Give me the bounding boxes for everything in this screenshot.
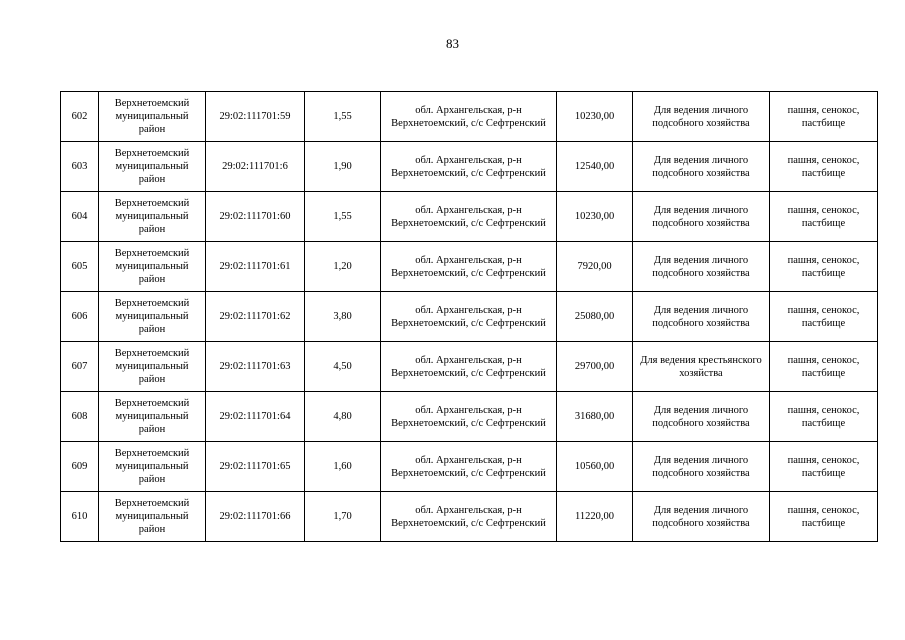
cadastral-number-cell [206,142,305,192]
cadastral-number-cell [206,392,305,442]
land-type-cell [770,442,878,492]
cadastral-number: 29:02:111701:66 [219,511,291,522]
district-name: Верхнетоемский муниципальный район [114,348,190,385]
address-cell [381,92,557,142]
address-text: обл. Архангельская, р-н Верхнетоемский, с/с Сефтренский [391,504,546,529]
district-cell [99,142,206,192]
cadastral-number-cell [206,342,305,392]
row-number: 605 [71,261,88,272]
land-type: пашня, сенокос, пастбище [787,254,860,279]
table-row [61,492,878,542]
permitted-use-cell [633,292,770,342]
land-type-cell [770,92,878,142]
address-text: обл. Архангельская, р-н Верхнетоемский, с/с Сефтренский [391,204,546,229]
address-text: обл. Архангельская, р-н Верхнетоемский, с/с Сефтренский [391,404,546,429]
cadastral-number: 29:02:111701:65 [219,461,291,472]
cadastral-value: 25080,00 [574,311,615,322]
cadastral-value: 11220,00 [575,511,614,522]
area-cell [305,442,381,492]
cadastral-value-cell [557,392,633,442]
permitted-use: Для ведения личного подсобного хозяйства [652,154,750,179]
cadastral-value: 10230,00 [574,211,615,222]
land-type: пашня, сенокос, пастбище [787,304,860,329]
district-name: Верхнетоемский муниципальный район [114,448,190,485]
land-type: пашня, сенокос, пастбище [787,454,860,479]
address-text: обл. Архангельская, р-н Верхнетоемский, с/с Сефтренский [391,254,546,279]
row-number-cell [61,342,99,392]
area-value: 1,70 [333,511,352,522]
land-plots-table [60,91,878,542]
table-row [61,92,878,142]
row-number: 606 [71,311,88,322]
land-type: пашня, сенокос, пастбище [787,154,860,179]
land-type-cell [770,392,878,442]
permitted-use: Для ведения личного подсобного хозяйства [652,304,750,329]
permitted-use-cell [633,492,770,542]
district-name: Верхнетоемский муниципальный район [114,248,190,285]
district-name: Верхнетоемский муниципальный район [114,498,190,535]
table-row [61,442,878,492]
row-number-cell [61,492,99,542]
area-value: 3,80 [333,311,352,322]
row-number: 608 [71,411,88,422]
row-number: 609 [71,461,88,472]
cadastral-value: 10230,00 [574,111,615,122]
address-cell [381,442,557,492]
cadastral-number: 29:02:111701:6 [222,161,288,172]
page-number: 83 [446,36,459,51]
row-number-cell [61,92,99,142]
cadastral-value: 29700,00 [574,361,615,372]
permitted-use: Для ведения личного подсобного хозяйства [652,104,750,129]
cadastral-number-cell [206,292,305,342]
area-cell [305,192,381,242]
address-cell [381,242,557,292]
district-cell [99,492,206,542]
district-cell [99,192,206,242]
land-type: пашня, сенокос, пастбище [787,104,860,129]
permitted-use-cell [633,242,770,292]
row-number-cell [61,192,99,242]
permitted-use-cell [633,142,770,192]
row-number-cell [61,242,99,292]
table-row [61,342,878,392]
permitted-use: Для ведения крестьянского хозяйства [640,354,762,379]
row-number: 602 [71,111,88,122]
row-number: 604 [71,211,88,222]
permitted-use: Для ведения личного подсобного хозяйства [652,254,750,279]
cadastral-value-cell [557,442,633,492]
area-value: 1,60 [333,461,352,472]
permitted-use: Для ведения личного подсобного хозяйства [652,204,750,229]
cadastral-value: 12540,00 [574,161,615,172]
area-value: 1,90 [333,161,352,172]
cadastral-number: 29:02:111701:64 [219,411,291,422]
cadastral-value: 31680,00 [574,411,615,422]
row-number: 603 [71,161,88,172]
cadastral-number: 29:02:111701:61 [219,261,291,272]
address-cell [381,292,557,342]
cadastral-value: 10560,00 [574,461,615,472]
district-cell [99,242,206,292]
cadastral-number: 29:02:111701:60 [219,211,291,222]
cadastral-number-cell [206,242,305,292]
cadastral-value-cell [557,92,633,142]
address-text: обл. Архангельская, р-н Верхнетоемский, с/с Сефтренский [391,154,546,179]
table-row [61,192,878,242]
district-cell [99,342,206,392]
cadastral-number-cell [206,92,305,142]
permitted-use-cell [633,192,770,242]
permitted-use: Для ведения личного подсобного хозяйства [652,454,750,479]
row-number-cell [61,392,99,442]
land-type: пашня, сенокос, пастбище [787,204,860,229]
permitted-use: Для ведения личного подсобного хозяйства [652,504,750,529]
permitted-use: Для ведения личного подсобного хозяйства [652,404,750,429]
area-cell [305,342,381,392]
address-cell [381,192,557,242]
district-name: Верхнетоемский муниципальный район [114,198,190,235]
row-number-cell [61,292,99,342]
area-value: 4,80 [333,411,352,422]
area-value: 1,55 [333,211,352,222]
district-name: Верхнетоемский муниципальный район [114,98,190,135]
land-type-cell [770,192,878,242]
table-row [61,142,878,192]
permitted-use-cell [633,342,770,392]
address-text: обл. Архангельская, р-н Верхнетоемский, с/с Сефтренский [391,104,546,129]
address-cell [381,392,557,442]
cadastral-number-cell [206,492,305,542]
district-cell [99,442,206,492]
area-cell [305,492,381,542]
area-value: 4,50 [333,361,352,372]
area-cell [305,392,381,442]
cadastral-value-cell [557,492,633,542]
cadastral-value-cell [557,242,633,292]
address-cell [381,492,557,542]
area-value: 1,20 [333,261,352,272]
table-body [61,92,878,542]
table-row [61,392,878,442]
row-number: 607 [71,361,88,372]
area-cell [305,142,381,192]
district-cell [99,292,206,342]
land-type: пашня, сенокос, пастбище [787,504,860,529]
land-type-cell [770,342,878,392]
cadastral-value: 7920,00 [577,261,612,272]
table-row [61,242,878,292]
area-cell [305,242,381,292]
cadastral-value-cell [557,142,633,192]
cadastral-value-cell [557,192,633,242]
permitted-use-cell [633,92,770,142]
cadastral-value-cell [557,292,633,342]
land-type: пашня, сенокос, пастбище [787,404,860,429]
land-type: пашня, сенокос, пастбище [787,354,860,379]
table-row [61,292,878,342]
address-text: обл. Архангельская, р-н Верхнетоемский, с/с Сефтренский [391,454,546,479]
cadastral-number: 29:02:111701:63 [219,361,291,372]
land-type-cell [770,142,878,192]
row-number-cell [61,442,99,492]
area-cell [305,92,381,142]
address-text: обл. Архангельская, р-н Верхнетоемский, с/с Сефтренский [391,304,546,329]
cadastral-value-cell [557,342,633,392]
land-type-cell [770,242,878,292]
land-type-cell [770,292,878,342]
cadastral-number-cell [206,192,305,242]
district-cell [99,92,206,142]
land-type-cell [770,492,878,542]
cadastral-number: 29:02:111701:62 [219,311,291,322]
area-cell [305,292,381,342]
district-name: Верхнетоемский муниципальный район [114,298,190,335]
district-name: Верхнетоемский муниципальный район [114,398,190,435]
district-cell [99,392,206,442]
row-number: 610 [71,511,88,522]
row-number-cell [61,142,99,192]
address-cell [381,142,557,192]
address-text: обл. Архангельская, р-н Верхнетоемский, с/с Сефтренский [391,354,546,379]
area-value: 1,55 [333,111,352,122]
cadastral-number-cell [206,442,305,492]
address-cell [381,342,557,392]
permitted-use-cell [633,442,770,492]
cadastral-number: 29:02:111701:59 [219,111,291,122]
permitted-use-cell [633,392,770,442]
district-name: Верхнетоемский муниципальный район [114,148,190,185]
